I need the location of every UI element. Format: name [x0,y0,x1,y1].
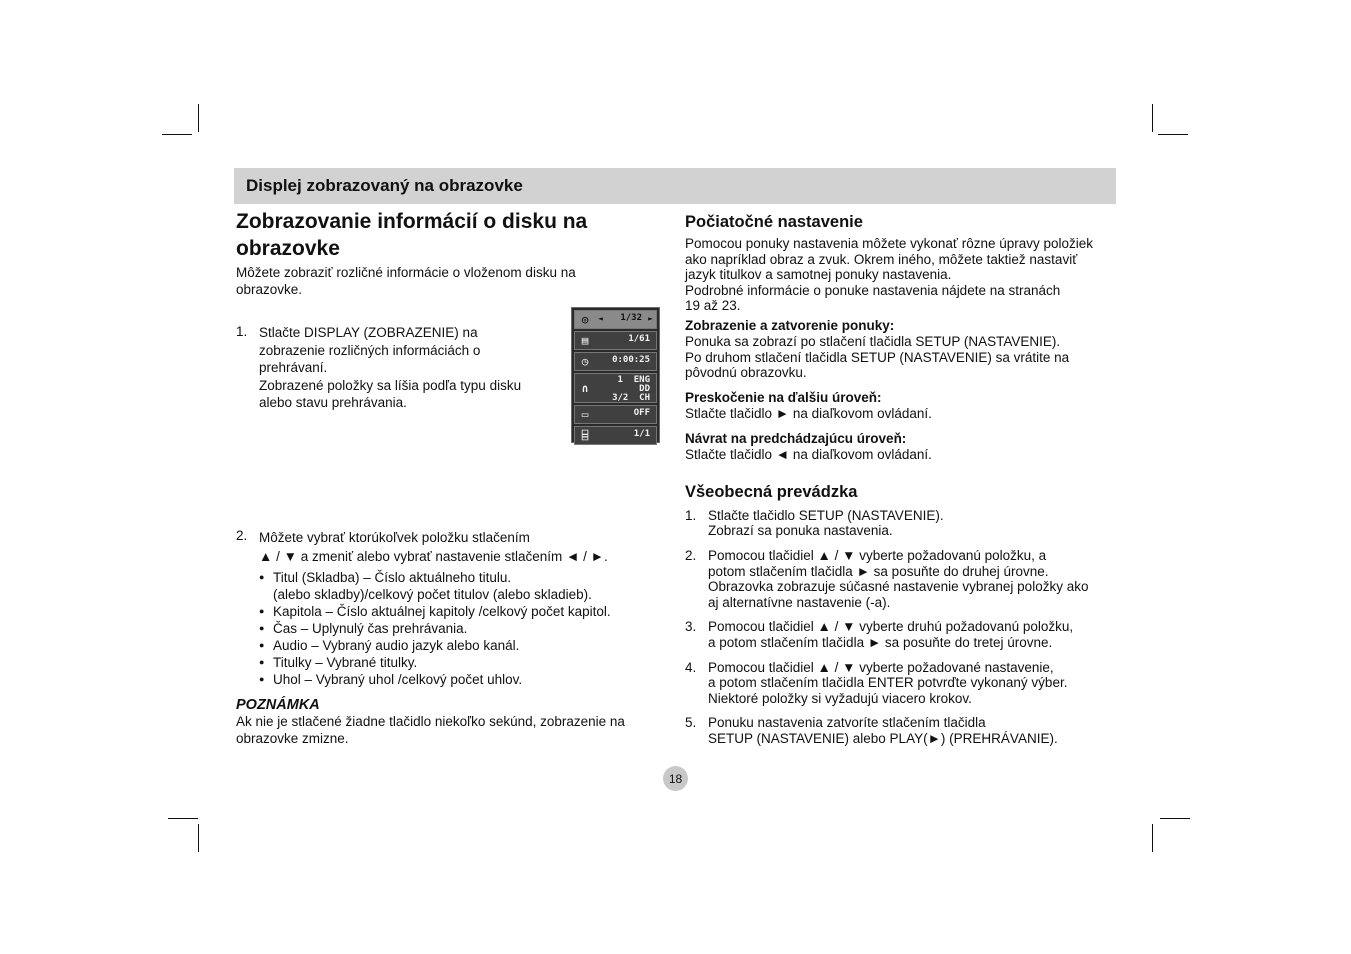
note-block [236,696,666,747]
osd-row-subtitle [574,405,657,424]
clock-icon: ◷ [581,355,589,368]
text-line: Stlačte tlačidlo ◄ na diaľkovom ovládaní. [685,447,932,463]
step-line: prehrávaní. [259,360,328,375]
page-title-line: Zobrazovanie informácií o disku na [236,210,588,233]
section-header-title: Displej zobrazovaný na obrazovke [246,176,523,195]
crop-mark [1160,818,1190,819]
step-line: zobrazenie rozličných informáciách o [259,342,481,358]
subtitle-icon: ▭ [581,408,589,421]
bullet-item-title [259,569,661,603]
bullet-item-subtitle [259,654,661,671]
osd-value [612,376,650,403]
bullet-item-time [259,620,661,637]
text-line: Po druhom stlačení tlačidla SETUP (NASTAVENIE) sa vrátite na [685,349,1070,365]
sub-next-level [685,390,1117,423]
step-line: Obrazovka zobrazuje súčasné nastavenie vybranej položky ako [708,579,1089,595]
step-line: alebo stavu prehrávania. [259,395,407,410]
display-step-1 [236,324,579,412]
bullet-item-chapter [259,603,661,620]
left-column [236,208,661,746]
step-number: 3. [685,619,697,635]
operation-step-5 [685,715,1117,746]
step-line: Môžete vybrať ktorúkoľvek položku stlačením [259,529,530,545]
intro-line: Môžete zobraziť rozličné informácie o vloženom disku na [236,265,576,280]
step-line: potom stlačením tlačidla ► sa posuňte do druhej úrovne. [708,563,1049,579]
crop-mark [162,134,192,135]
bullet-text: Uhol – Vybraný uhol /celkový počet uhlov. [273,671,523,687]
camera-icon: ⌸ [581,429,589,442]
display-step-2 [236,528,661,688]
osd-value-line: DD [639,384,650,394]
osd-row-title [574,310,657,329]
text-line: Podrobné informácie o ponuke nastavenia nájdete na stranách [685,282,1061,298]
sub-previous-level [685,431,1117,464]
section-header-bar [234,168,1116,204]
step-line: a potom stlačením tlačidla ► sa posuňte do tretej úrovne. [708,634,1053,650]
step-line: SETUP (NASTAVENIE) alebo PLAY(►) (PREHRÁVANIE). [708,730,1058,746]
bullet-text: ● Titul (Skladba) – Číslo aktuálneho titulu. [273,569,512,585]
crop-mark [198,824,199,852]
osd-display-illustration [571,307,660,443]
step-line: Ponuku nastavenia zatvoríte stlačením tlačidla [708,715,986,731]
info-bullet-list [259,569,661,688]
chapter-icon: ▤ [581,334,589,347]
operation-step-2 [685,548,1117,610]
crop-mark [1152,824,1153,852]
step-line: aj alternatívne nastavenie (-a). [708,594,891,610]
step-number: 1. [236,324,248,339]
step-number: 2. [685,547,697,563]
osd-value: 1/61 [628,334,650,344]
bullet-text: Audio – Vybraný audio jazyk alebo kanál. [273,637,520,653]
step-line: Stlačte DISPLAY (ZOBRAZENIE) na [259,325,478,340]
text-line: 19 až 23. [685,298,741,314]
osd-value-line: 1 ENG [617,375,650,385]
text-line: jazyk titulkov a samotnej ponuky nastavenia. [685,267,952,283]
step-line: Niektoré položky si vyžadujú viacero krokov. [708,690,972,706]
bullet-item-audio [259,637,661,654]
step-number: 2. [236,527,248,543]
note-line: obrazovke zmizne. [236,730,349,746]
step-number: 4. [685,659,697,675]
crop-mark [198,104,199,132]
right-column [685,212,1117,746]
subheading: Preskočenie na ďalšiu úroveň: [685,389,882,405]
operation-steps [685,508,1117,747]
step-line: Zobrazené položky sa líšia podľa typu disku [259,377,522,393]
osd-value: 1/1 [633,429,650,439]
disc-icon: ◎ [581,313,589,326]
bullet-text: Titulky – Vybrané titulky. [273,654,418,670]
step-line: Pomocou tlačidiel ▲ / ▼ vyberte požadované nastavenie, [708,659,1054,675]
text-line: Ponuka sa zobrazí po stlačení tlačidla SETUP (NASTAVENIE). [685,333,1061,349]
crop-mark [1158,134,1188,135]
intro-line: obrazovke. [236,281,303,297]
step-line: Pomocou tlačidiel ▲ / ▼ vyberte druhú požadovanú položku, [708,619,1074,635]
text-line: pôvodnú obrazovku. [685,365,807,381]
osd-value: 1/32 [620,313,642,323]
note-title: POZNÁMKA [236,697,320,713]
page-title [236,208,661,262]
page-number [663,766,688,791]
osd-row-time [574,352,657,371]
sub-open-close-menu [685,318,1117,381]
page-title-line: obrazovke [236,237,340,260]
subheading: Návrat na predchádzajúcu úroveň: [685,431,907,447]
text-line: Stlačte tlačidlo ► na diaľkovom ovládaní. [685,405,932,421]
intro-paragraph [236,265,661,298]
step-number: 1. [685,507,697,523]
osd-row-audio [574,373,657,403]
section-title-general-operation: Všeobecná prevádzka [685,482,858,501]
right-arrow-icon: ► [648,314,653,323]
operation-step-1 [685,508,1117,539]
bullet-text: Kapitola – Číslo aktuálnej kapitoly /celkový počet kapitol. [273,603,611,619]
step-line: a potom stlačením tlačidla ENTER potvrďte vykonaný výber. [708,675,1068,691]
operation-step-4 [685,660,1117,707]
osd-row-chapter [574,331,657,350]
page-number-text: 18 [668,771,683,786]
bullet-text: Čas – Uplynulý čas prehrávania. [273,620,468,636]
text-line: ako napríklad obraz a zvuk. Okrem iného, môžete taktiež nastaviť [685,251,1078,267]
text-line: Pomocou ponuky nastavenia môžete vykonať rôzne úpravy položiek [685,236,1094,251]
osd-row-angle [574,426,657,445]
osd-value: 0:00:25 [612,355,650,365]
step-number: 5. [685,715,697,731]
step-line: Pomocou tlačidiel ▲ / ▼ vyberte požadovanú položku, a [708,547,1047,563]
step-line: Zobrazí sa ponuka nastavenia. [708,523,893,539]
osd-value-line: 3/2 CH [612,393,650,403]
bullet-item-angle [259,671,661,688]
operation-step-3 [685,619,1117,650]
setup-intro [685,236,1117,314]
osd-value: OFF [633,408,650,418]
note-line: Ak nie je stlačené žiadne tlačidlo niekoľko sekúnd, zobrazenie na [236,714,625,729]
section-title-initial-setup: Počiatočné nastavenie [685,213,863,231]
crop-mark [1152,104,1153,132]
bullet-text: (alebo skladby)/celkový počet titulov (alebo skladieb). [273,586,592,602]
step-line: Stlačte tlačidlo SETUP (NASTAVENIE). [708,507,944,523]
subheading: Zobrazenie a zatvorenie ponuky: [685,317,895,333]
step-line: ▲ / ▼ a zmeniť alebo vybrať nastavenie stlačením ◄ / ►. [259,548,608,564]
left-arrow-icon: ◄ [598,314,603,323]
crop-mark [168,818,198,819]
headphones-icon: ∩ [581,382,589,395]
